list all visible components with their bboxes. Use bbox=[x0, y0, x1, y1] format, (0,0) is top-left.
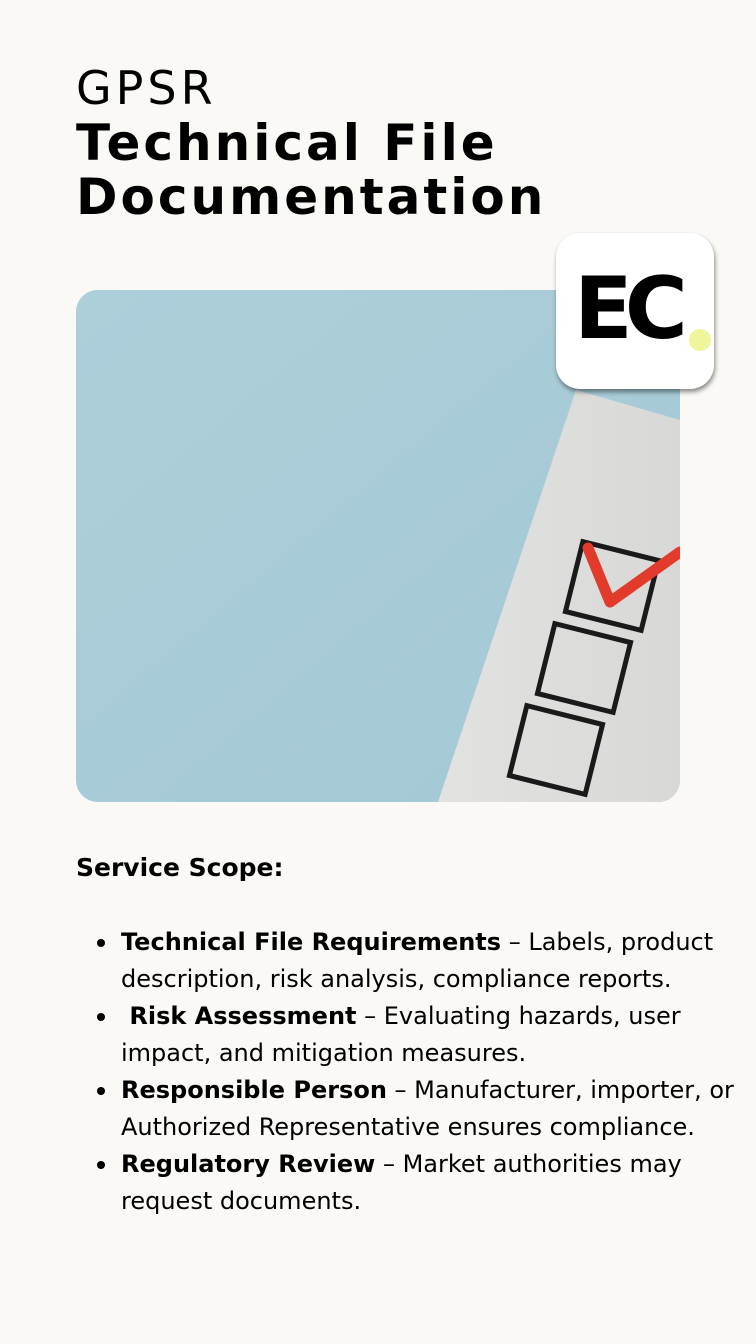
logo-text: EC bbox=[574, 259, 680, 359]
title-documentation: Documentation bbox=[76, 168, 547, 226]
title-block bbox=[76, 60, 546, 224]
item-desc: – Evaluating hazards, user impact, and mitigation measures. bbox=[121, 1002, 681, 1067]
list-item bbox=[121, 1072, 756, 1146]
bullet-icon bbox=[97, 1013, 105, 1021]
item-desc: – Manufacturer, importer, or Authorized Representative ensures compliance. bbox=[121, 1076, 734, 1141]
scope-heading: Service Scope: bbox=[76, 853, 284, 882]
item-term: Technical File Requirements bbox=[121, 928, 502, 956]
bullet-icon bbox=[97, 1161, 105, 1169]
item-term: Risk Assessment bbox=[121, 1002, 357, 1030]
bullet-icon bbox=[97, 939, 105, 947]
scope-list bbox=[76, 924, 756, 1220]
item-desc: – Market authorities may request documents. bbox=[121, 1150, 682, 1215]
item-term: Regulatory Review bbox=[121, 1150, 376, 1178]
ec-logo bbox=[556, 233, 714, 389]
bullet-icon bbox=[97, 1087, 105, 1095]
item-desc: – Labels, product description, risk analysis, compliance reports. bbox=[121, 928, 714, 993]
title-gpsr: GPSR bbox=[76, 61, 217, 115]
title-technical-file: Technical File bbox=[76, 114, 498, 172]
list-item bbox=[121, 998, 756, 1072]
logo-dot bbox=[689, 329, 711, 351]
item-term: Responsible Person bbox=[121, 1076, 387, 1104]
list-item bbox=[121, 1146, 756, 1220]
list-item bbox=[121, 924, 756, 998]
